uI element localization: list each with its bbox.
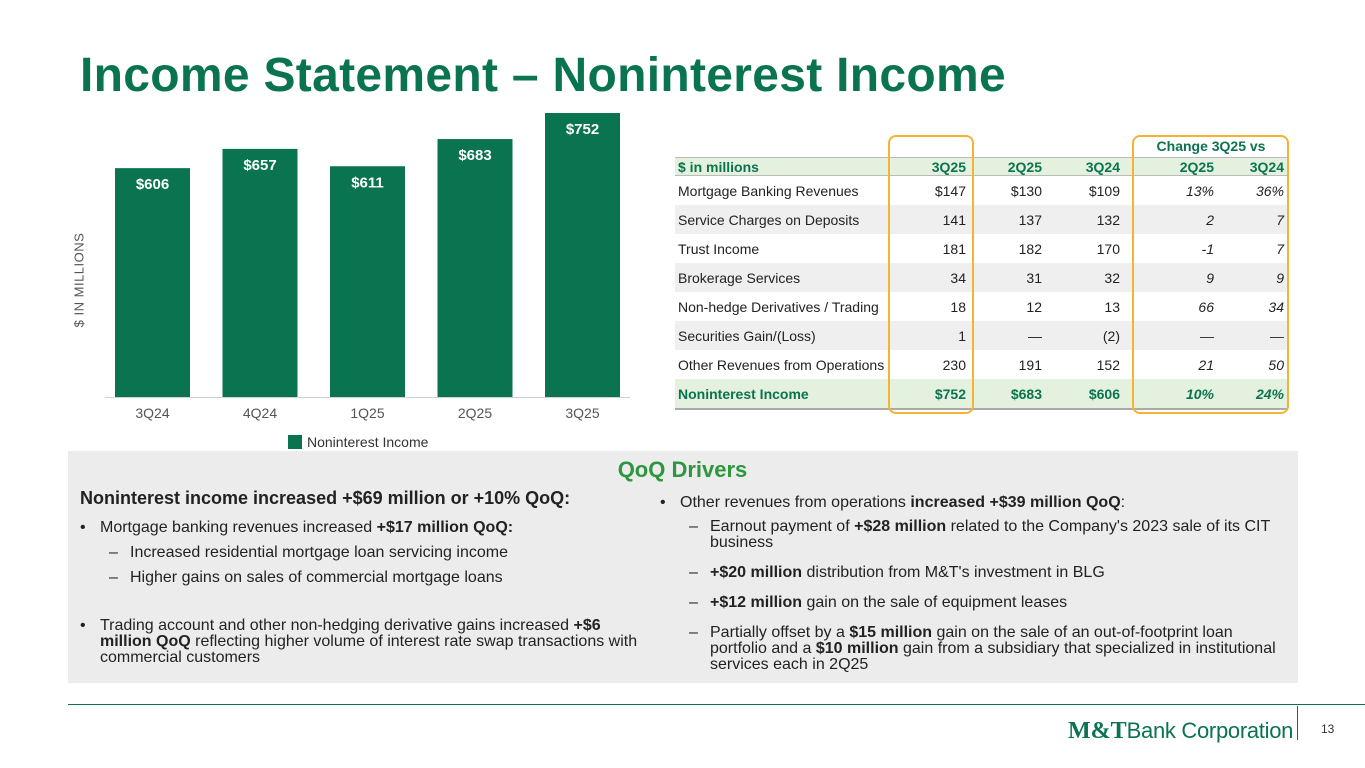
table-cell: 10% xyxy=(1185,385,1214,402)
table-cell: 7 xyxy=(1276,240,1284,257)
table-cell: 36% xyxy=(1255,182,1284,199)
driver-bullet: • Mortgage banking revenues increased +$17 million QoQ: xyxy=(80,519,650,536)
driver-bullet: • Trading account and other non-hedging derivative gains increased +$6 million QoQ reflecting higher volume of interest rate swap transactions with commercial customers xyxy=(80,618,650,666)
table-cell: Securities Gain/(Loss) xyxy=(678,327,816,344)
legend-label: Noninterest Income xyxy=(307,434,429,450)
table-cell: 32 xyxy=(1104,269,1120,286)
bar-value-label: $611 xyxy=(351,174,384,192)
x-tick-label: 3Q25 xyxy=(565,405,600,421)
bar-value-label: $752 xyxy=(565,121,600,138)
table-cell: $130 xyxy=(1010,182,1042,199)
table-cell: 182 xyxy=(1018,240,1042,257)
table-cell: 50 xyxy=(1268,356,1284,373)
table-cell: Other Revenues from Operations xyxy=(678,356,885,373)
footer-rule xyxy=(68,704,1365,705)
x-tick-label: 1Q25 xyxy=(350,405,385,421)
table-cell: 181 xyxy=(942,240,966,257)
bar-value-label: $606 xyxy=(135,176,170,194)
table-cell: 230 xyxy=(942,356,966,373)
table-cell: 34 xyxy=(1268,298,1284,315)
table-cell: Service Charges on Deposits xyxy=(678,211,860,228)
driver-sub-bullet: – Partially offset by a $15 million gain on the sale of an out-of-footprint loan portfolio and a $10 million gain from a subsidiary that specialized in institutional services each in 2Q25 xyxy=(660,625,1290,673)
table-cell: 2 xyxy=(1206,211,1214,228)
page-number: 13 xyxy=(1321,722,1335,736)
table-cell: 1 xyxy=(958,327,966,344)
table-cell: 132 xyxy=(1096,211,1120,228)
bar-1Q25 xyxy=(330,166,405,397)
bar-4Q24 xyxy=(223,149,298,397)
drivers-right-column xyxy=(660,495,1290,673)
table-header-cell: $ in millions xyxy=(678,158,759,175)
table-cell: 170 xyxy=(1096,240,1120,257)
table-cell: (2) xyxy=(1102,327,1120,344)
table-cell: Mortgage Banking Revenues xyxy=(678,182,859,199)
table-cell: 21 xyxy=(1198,356,1214,373)
x-tick-label: 3Q24 xyxy=(135,405,170,421)
table-cell: 9 xyxy=(1206,269,1214,286)
table-cell: 191 xyxy=(1018,356,1042,373)
driver-bullet: • Other revenues from operations increased +$39 million QoQ: xyxy=(660,495,1290,511)
table-cell: 137 xyxy=(1018,211,1042,228)
bar-value-label: $657 xyxy=(243,156,277,174)
page-title: Income Statement – Noninterest Income xyxy=(80,49,1006,102)
table-cell: 9 xyxy=(1276,269,1284,286)
table-cell: $752 xyxy=(934,385,966,402)
bar-2Q25 xyxy=(438,139,513,397)
table-cell: Trust Income xyxy=(678,240,760,257)
chart-legend xyxy=(288,434,428,450)
table-cell: — xyxy=(1200,327,1214,344)
highlight-change-columns xyxy=(1132,135,1289,414)
noninterest-income-bar-chart xyxy=(75,105,640,460)
table-header-cell: 3Q25 xyxy=(931,158,966,175)
table-cell: 152 xyxy=(1096,356,1120,373)
bar-value-label: $683 xyxy=(458,147,492,165)
drivers-left-column xyxy=(80,490,650,666)
table-cell: 18 xyxy=(950,298,966,315)
bar-3Q24 xyxy=(115,168,190,397)
table-cell: $109 xyxy=(1088,182,1120,199)
footer-divider xyxy=(1297,706,1298,740)
drivers-lead: Noninterest income increased +$69 million or +10% QoQ: xyxy=(80,488,571,508)
table-cell: Brokerage Services xyxy=(678,269,801,286)
table-header-cell: 2Q25 xyxy=(1007,158,1042,175)
table-cell: — xyxy=(1270,327,1284,344)
table-cell: 141 xyxy=(942,211,966,228)
driver-sub-bullet: – +$12 million gain on the sale of equipment leases xyxy=(660,595,1290,611)
table-cell: 13 xyxy=(1104,298,1120,315)
company-logo: M&TBank Corporation xyxy=(1068,718,1294,744)
table-cell: — xyxy=(1028,327,1042,344)
table-cell: $683 xyxy=(1010,385,1042,402)
table-header-cell: 2Q25 xyxy=(1179,158,1214,175)
change-header: Change 3Q25 vs xyxy=(1156,138,1266,154)
driver-sub-bullet: – +$20 million distribution from M&T's investment in BLG xyxy=(660,565,1290,581)
table-cell: Noninterest Income xyxy=(678,385,809,402)
legend-swatch xyxy=(288,435,302,449)
table-cell: 24% xyxy=(1255,385,1284,402)
table-cell: 34 xyxy=(950,269,966,286)
table-cell: 66 xyxy=(1198,298,1214,315)
highlight-3q25-column xyxy=(888,135,974,414)
table-cell: Non-hedge Derivatives / Trading xyxy=(678,298,879,315)
x-tick-label: 4Q24 xyxy=(242,405,278,421)
table-cell: $606 xyxy=(1088,385,1120,402)
table-cell: -1 xyxy=(1201,240,1214,257)
table-cell: 31 xyxy=(1026,269,1042,286)
table-cell: 12 xyxy=(1026,298,1042,315)
table-header-cell: 3Q24 xyxy=(1249,158,1284,175)
table-header-cell: 3Q24 xyxy=(1085,158,1120,175)
chart-y-axis-label: $ IN MILLIONS xyxy=(71,232,87,328)
x-tick-label: 2Q25 xyxy=(457,405,493,421)
qoq-drivers-title: QoQ Drivers xyxy=(617,457,748,482)
table-cell: 13% xyxy=(1185,182,1214,199)
table-cell: 7 xyxy=(1276,211,1284,228)
driver-sub-bullet: – Earnout payment of +$28 million related to the Company's 2023 sale of its CIT business xyxy=(660,519,1290,551)
driver-sub-bullet: – Higher gains on sales of commercial mortgage loans xyxy=(80,569,650,586)
driver-sub-bullet: – Increased residential mortgage loan servicing income xyxy=(80,544,650,561)
table-cell: $147 xyxy=(934,182,966,199)
bar-3Q25 xyxy=(545,113,620,397)
